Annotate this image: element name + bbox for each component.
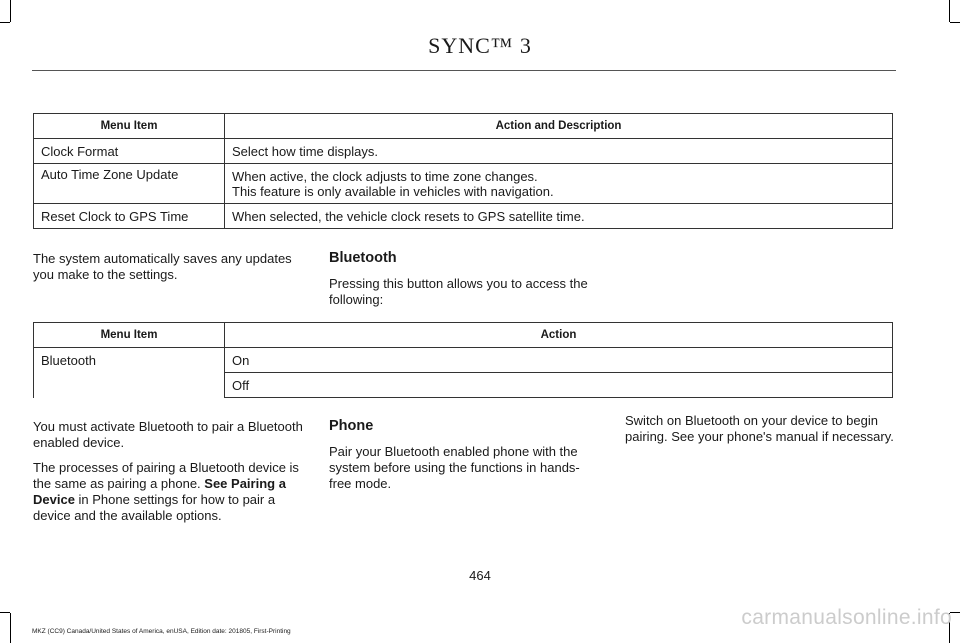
body-paragraph [33,460,305,524]
action-cell: On [225,348,893,373]
column-header: Menu Item [34,323,225,348]
table-row [34,348,893,373]
menu-item-label: Auto Time Zone Update [41,167,179,182]
page-number: 464 [469,568,491,583]
see-pairing-reference: See Pairing a Device [33,476,286,507]
section-heading: Phone [329,418,374,434]
description-line: This feature is only available in vehicles with navigation. [232,183,554,199]
column-header: Menu Item [34,114,225,139]
text-run: in Phone settings for how to pair a device and the available options. [33,492,276,523]
table-row [34,164,893,204]
body-paragraph: Pressing this button allows you to access the following: [329,276,588,307]
description-cell: Select how time displays. [225,139,893,164]
table-header-row [34,114,893,139]
text-run: The processes of pairing a Bluetooth device is the same as pairing a phone. [33,460,299,491]
settings-note-column [33,251,305,292]
clock-settings-table [33,113,893,229]
body-paragraph: The system automatically saves any updates you make to the settings. [33,251,292,282]
edition-footer: MKZ (CC9) Canada/United States of America, enUSA, Edition date: 201805, First-Printing [32,628,291,635]
crop-mark [950,22,960,23]
description-cell: When selected, the vehicle clock resets to GPS satellite time. [225,204,893,229]
column-header: Action and Description [225,114,893,139]
section-heading: Bluetooth [329,250,397,266]
description-cell [225,164,893,204]
body-paragraph: Switch on Bluetooth on your device to begin pairing. See your phone's manual if necessary. [625,413,894,444]
watermark: carmanualsonline.info [741,606,952,629]
table-row [34,204,893,229]
action-cell: Off [225,373,893,398]
menu-item-cell: Bluetooth [34,348,225,398]
crop-mark [949,0,950,22]
column-header: Action [225,323,893,348]
crop-mark [10,613,11,643]
bluetooth-table [33,322,893,398]
crop-mark [0,22,10,23]
title-rule [32,70,896,71]
pairing-column [33,419,305,533]
menu-item-cell [34,164,225,204]
body-paragraph: You must activate Bluetooth to pair a Bluetooth enabled device. [33,419,303,450]
bluetooth-section [329,250,601,317]
crop-mark [10,0,11,22]
menu-item-cell: Reset Clock to GPS Time [34,204,225,229]
table-row [34,139,893,164]
menu-item-cell: Clock Format [34,139,225,164]
table-header-row [34,323,893,348]
crop-mark [0,612,10,613]
switch-on-column [625,413,897,454]
body-paragraph: Pair your Bluetooth enabled phone with the system before using the functions in hands-free mode. [329,444,580,491]
phone-section [329,418,601,501]
page-title: SYNC™ 3 [428,33,532,58]
description-line: When active, the clock adjusts to time zone changes. [232,168,538,184]
